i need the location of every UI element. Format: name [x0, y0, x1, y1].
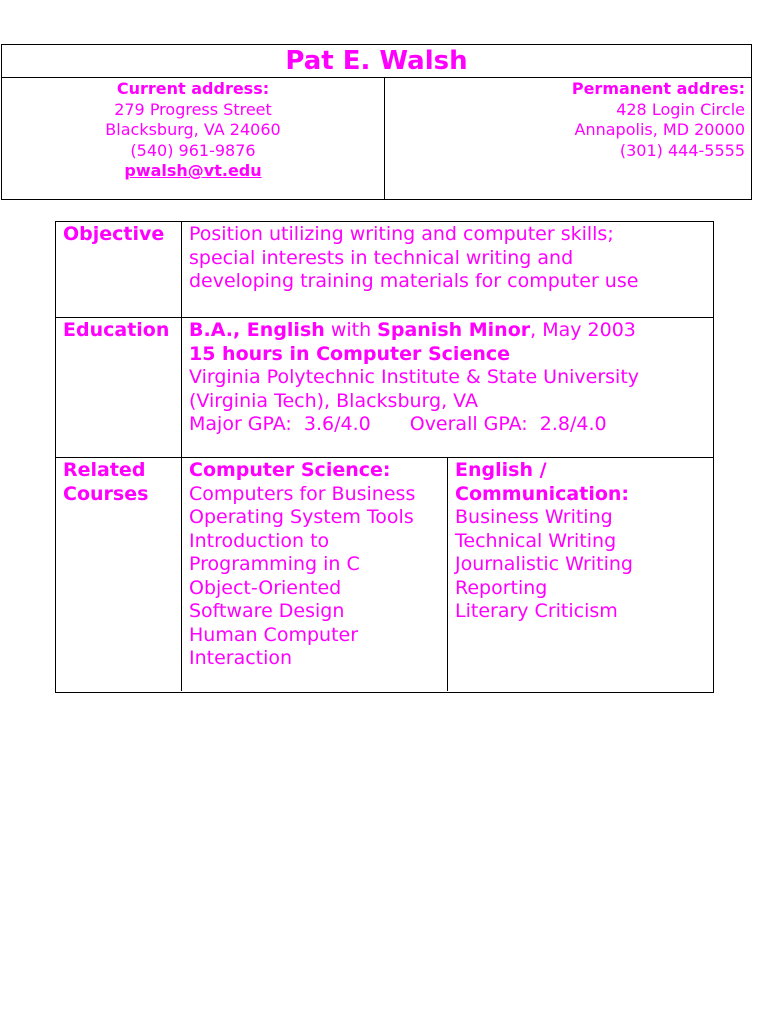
major-gpa: Major GPA: 3.6/4.0 — [189, 413, 371, 435]
overall-gpa: Overall GPA: 2.8/4.0 — [409, 413, 607, 435]
current-address-label: Current address: — [116, 79, 270, 98]
courses-label — [56, 458, 182, 691]
objective-label: Objective — [56, 222, 182, 317]
education-label: Education — [56, 318, 182, 457]
objective-line: special interests in technical writing and — [189, 246, 574, 269]
degree-with: with — [324, 319, 378, 341]
permanent-phone: (301) 444-5555 — [619, 140, 745, 160]
english-heading: English / — [455, 459, 547, 481]
permanent-address-label: Permanent addres: — [571, 79, 745, 98]
course-item: Business Writing — [455, 506, 613, 528]
objective-content — [182, 222, 713, 317]
minor: Spanish Minor — [377, 319, 531, 341]
email-link[interactable]: pwalsh@vt.edu — [124, 161, 262, 180]
course-item: Software Design — [189, 600, 345, 622]
objective-line: Position utilizing writing and computer skills; — [189, 223, 614, 245]
course-item: Interaction — [189, 647, 293, 669]
resume-table — [55, 221, 714, 693]
degree: B.A., English — [189, 319, 325, 341]
permanent-address — [385, 78, 751, 199]
education-row — [56, 318, 713, 458]
course-item: Journalistic Writing — [455, 553, 633, 575]
education-content — [182, 318, 713, 457]
address-row — [2, 78, 751, 199]
current-city: Blacksburg, VA 24060 — [105, 120, 281, 139]
current-phone: (540) 961-9876 — [130, 140, 256, 160]
cs-courses — [182, 458, 448, 691]
degree-line — [189, 319, 713, 343]
course-item: Programming in C — [189, 553, 360, 575]
objective-line: developing training materials for computer use — [189, 270, 639, 292]
cs-hours: 15 hours in Computer Science — [189, 342, 511, 365]
english-heading: Communication: — [455, 482, 630, 505]
school-line: Virginia Polytechnic Institute & State University — [189, 366, 640, 388]
name-heading: Pat E. Walsh — [2, 45, 751, 78]
courses-label-line: Related — [63, 459, 146, 481]
objective-row — [56, 222, 713, 318]
degree-date: , May 2003 — [530, 319, 636, 341]
course-item: Literary Criticism — [455, 600, 618, 622]
permanent-street: 428 Login Circle — [616, 99, 745, 119]
course-item: Object-Oriented — [189, 576, 342, 599]
permanent-city: Annapolis, MD 20000 — [574, 120, 745, 139]
current-address — [2, 78, 385, 199]
resume-header — [1, 44, 752, 200]
course-item: Introduction to — [189, 529, 330, 552]
cs-heading: Computer Science: — [189, 459, 391, 481]
course-item: Computers for Business — [189, 482, 416, 505]
course-item: Reporting — [455, 576, 548, 599]
courses-row — [56, 458, 713, 691]
course-item: Operating System Tools — [189, 506, 414, 528]
school-line: (Virginia Tech), Blacksburg, VA — [189, 389, 478, 412]
course-item: Technical Writing — [455, 529, 617, 552]
course-item: Human Computer — [189, 623, 359, 646]
english-courses — [448, 458, 713, 691]
gpa-line — [189, 413, 713, 437]
current-street: 279 Progress Street — [114, 99, 272, 119]
courses-label-line: Courses — [63, 482, 149, 505]
